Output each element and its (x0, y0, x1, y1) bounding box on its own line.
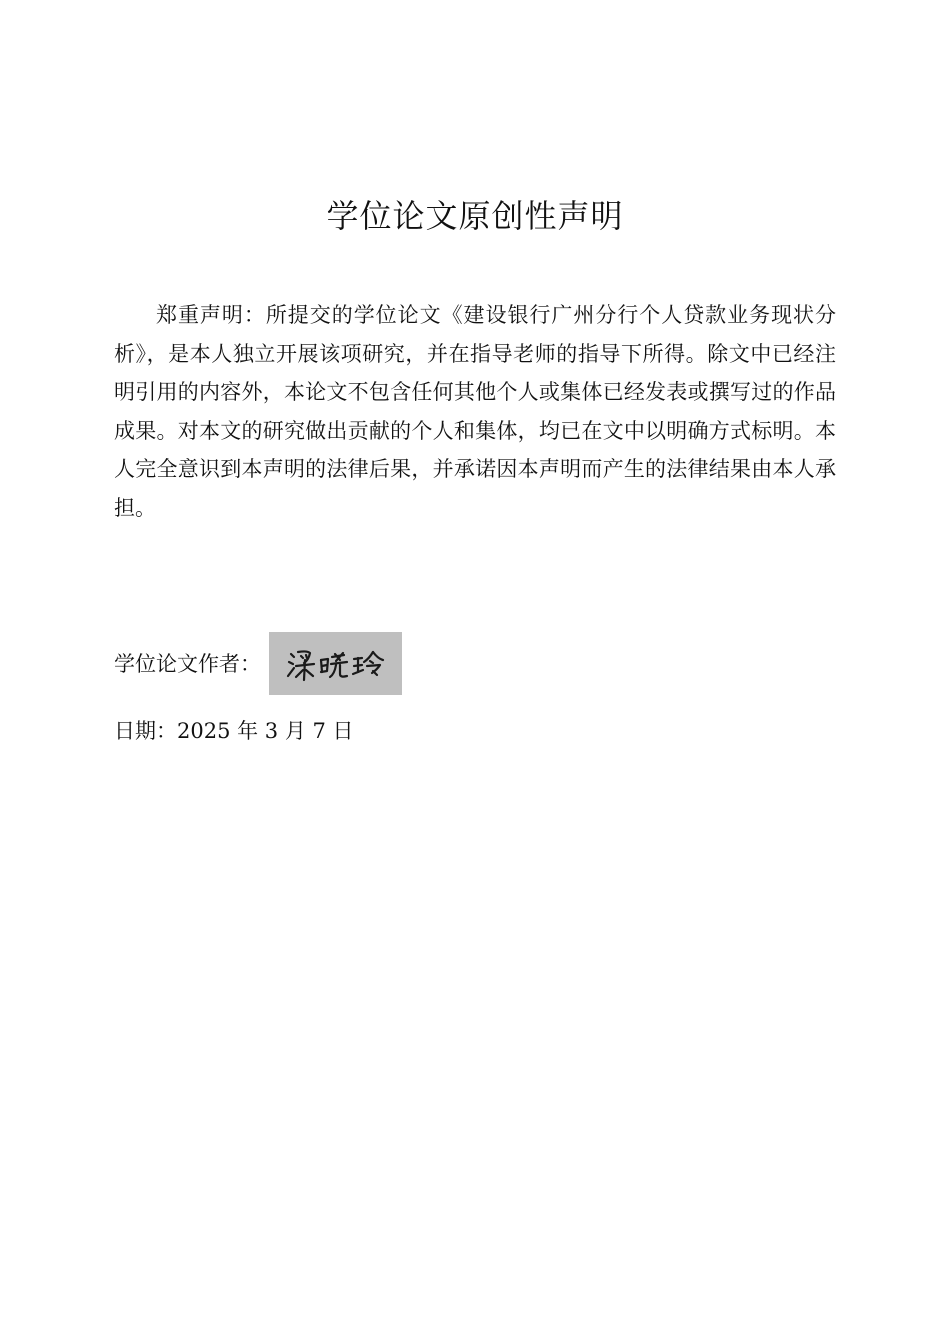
handwritten-signature (269, 632, 402, 695)
signature-strokes (269, 632, 402, 695)
statement-paragraph: 郑重声明：所提交的学位论文《建设银行广州分行个人贷款业务现状分析》，是本人独立开展该项研究，并在指导老师的指导下所得。除文中已经注明引用的内容外，本论文不包含任何其他个人或集体已经发表或撰写过的作品成果。对本文的研究做出贡献的个人和集体，均已在文中以明确方式标明。本人完全意识到本声明的法律后果，并承诺因本声明而产生的法律结果由本人承担。 (114, 303, 836, 520)
date-line: 日期：2025 年 3 月 7 日 (114, 719, 354, 743)
author-row (114, 632, 402, 695)
author-label: 学位论文作者： (114, 651, 261, 676)
page-title: 学位论文原创性声明 (326, 197, 624, 235)
